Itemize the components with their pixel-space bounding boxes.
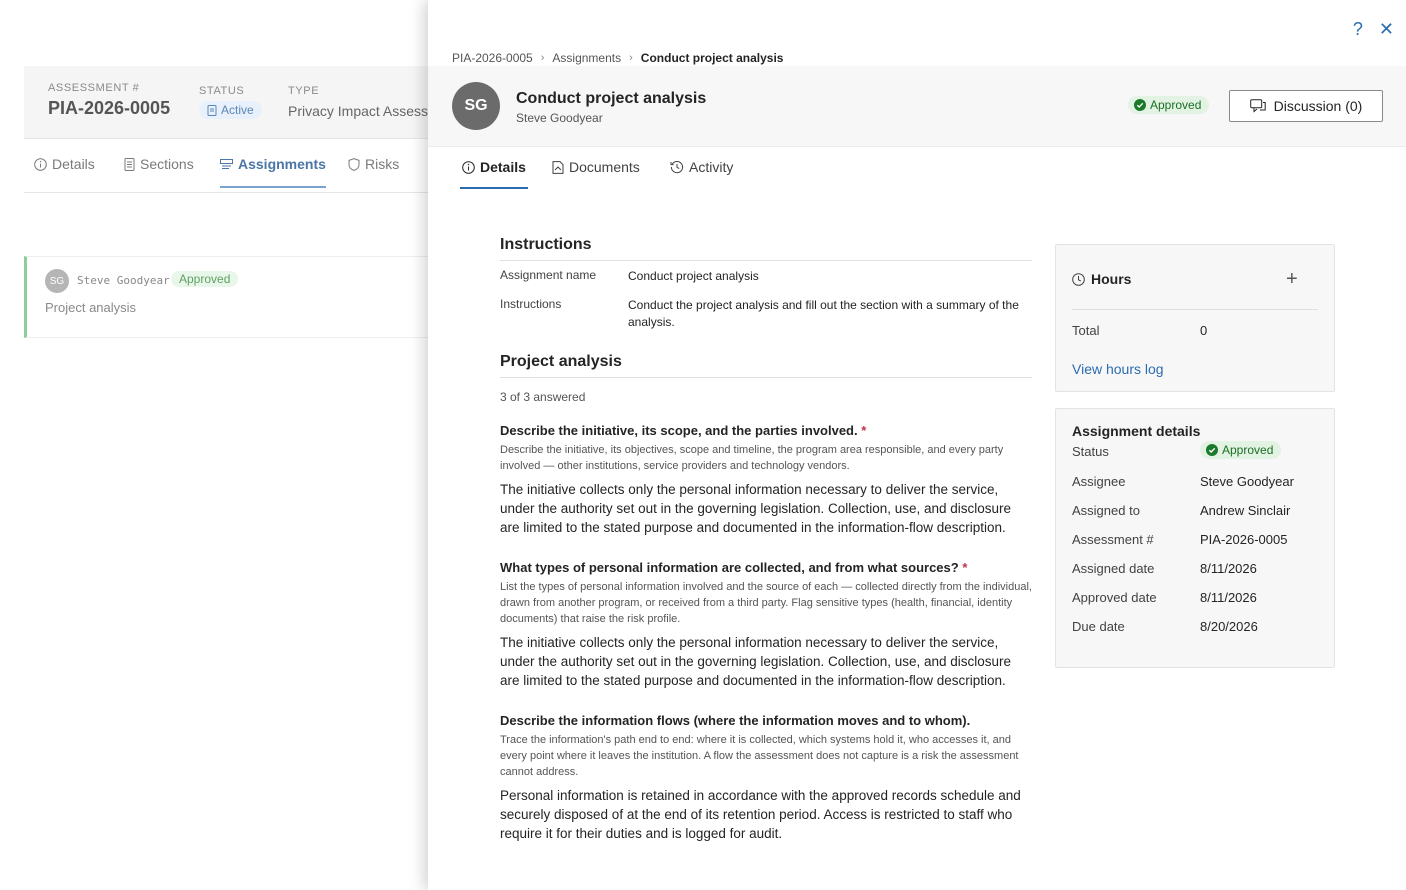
question-item — [500, 713, 1032, 843]
required-marker: * — [861, 423, 867, 438]
project-analysis-title: Project analysis — [500, 353, 1032, 378]
document-icon — [124, 158, 135, 171]
page-title: Conduct project analysis — [516, 90, 707, 107]
assessment-number-field — [48, 82, 170, 119]
question-item — [500, 560, 1032, 690]
tab-documents[interactable] — [552, 159, 640, 175]
detail-label: Assigned to — [1072, 503, 1140, 518]
help-icon[interactable]: ? — [1352, 19, 1363, 39]
assignee-name: Steve Goodyear — [77, 274, 170, 287]
tab-label: Assignments — [238, 156, 326, 172]
assignment-icon — [220, 159, 233, 170]
detail-label: Assignee — [1072, 474, 1126, 489]
assignment-details-title: Assignment details — [1072, 423, 1201, 439]
assignment-name-value: Conduct project analysis — [628, 269, 759, 283]
assignment-card[interactable] — [24, 256, 448, 338]
tab-label: Sections — [140, 156, 194, 172]
details-content — [500, 236, 1032, 843]
status-field — [199, 85, 262, 121]
view-hours-log-link[interactable]: View hours log — [1072, 361, 1164, 377]
question-answer: The initiative collects only the personal information necessary to deliver the service, under the authority set out in the governing legislation. Collection, use, and disclosure are limited to the stated purpose and documented in the information-flow description. — [500, 482, 1012, 535]
question-answer: Personal information is retained in accordance with the approved records schedule and securely disposed of at the end of its retention period. Access is restricted to staff who require it for their duties and is logged for audit. — [500, 788, 1021, 841]
detail-row-assessment — [1072, 532, 1287, 547]
question-title — [500, 713, 1032, 728]
tab-details[interactable] — [34, 156, 95, 172]
type-label: TYPE — [288, 85, 320, 97]
hours-card — [1055, 244, 1335, 392]
approved-badge: Approved — [171, 271, 238, 287]
status-badge — [1128, 96, 1209, 114]
assignment-panel — [428, 0, 1406, 890]
avatar: SG — [452, 82, 500, 130]
detail-value: Steve Goodyear — [1200, 474, 1294, 489]
tab-details[interactable] — [462, 159, 526, 175]
question-help: Trace the information's path end to end: where it is collected, which systems hold it, who accesses it, and every point where it leaves the institution. A flow the assessment does not capture is a risk the assessment cannot address. — [500, 734, 1019, 778]
history-icon — [670, 160, 684, 174]
tab-assignments[interactable] — [220, 156, 326, 172]
question-title — [500, 560, 1032, 575]
tab-risks[interactable] — [348, 156, 399, 172]
status-label: Approved — [1150, 98, 1202, 112]
panel-actions — [1353, 18, 1394, 40]
hours-title — [1072, 271, 1131, 287]
assignment-name-label: Assignment name — [500, 268, 597, 282]
detail-row-status — [1072, 443, 1281, 459]
document-icon — [207, 105, 217, 116]
avatar: SG — [45, 269, 69, 293]
info-icon — [34, 158, 47, 171]
status-value: Approved — [1222, 443, 1274, 457]
tab-label: Details — [52, 156, 95, 172]
breadcrumb-assignments[interactable]: Assignments — [552, 51, 622, 65]
background-tabs — [24, 148, 444, 193]
tab-sections[interactable] — [124, 156, 194, 172]
instructions-value: Conduct the project analysis and fill out the section with a summary of the analysis. — [628, 298, 1019, 329]
info-icon — [462, 161, 475, 174]
detail-row-assignee — [1072, 474, 1294, 489]
discussion-label: Discussion (0) — [1273, 98, 1363, 114]
detail-value: Andrew Sinclair — [1200, 503, 1291, 518]
hours-total-row — [1072, 323, 1207, 338]
discussion-button[interactable] — [1229, 90, 1383, 122]
assignee-subtitle: Steve Goodyear — [516, 111, 603, 125]
instructions-row — [500, 297, 1032, 331]
tab-label: Documents — [569, 159, 640, 175]
detail-label: Assigned date — [1072, 561, 1155, 576]
breadcrumb-current: Conduct project analysis — [640, 51, 784, 65]
detail-value: 8/20/2026 — [1200, 619, 1258, 634]
question-item — [500, 423, 1032, 537]
detail-value: 8/11/2026 — [1200, 561, 1257, 576]
tab-activity[interactable] — [670, 159, 733, 175]
tab-label: Details — [480, 159, 526, 175]
hours-total-value: 0 — [1200, 323, 1208, 338]
clock-icon — [1072, 273, 1085, 286]
answered-count: 3 of 3 answered — [500, 390, 586, 404]
status-badge — [1200, 441, 1281, 459]
assessment-number-label: ASSESSMENT # — [48, 82, 140, 94]
divider — [1072, 309, 1318, 310]
hours-total-label: Total — [1072, 323, 1100, 338]
check-circle-icon — [1206, 444, 1218, 456]
assessment-header — [24, 66, 444, 139]
status-badge — [199, 101, 262, 119]
detail-label: Status — [1072, 443, 1109, 459]
detail-label: Approved date — [1072, 590, 1157, 605]
question-text: What types of personal information are collected, and from what sources? — [500, 560, 959, 575]
shield-icon — [348, 158, 360, 171]
detail-row-due-date — [1072, 619, 1258, 634]
status-label: STATUS — [199, 85, 245, 97]
instructions-label: Instructions — [500, 297, 562, 311]
question-help: Describe the initiative, its objectives, scope and timeline, the program area responsible, and every party involved — other institutions, service providers and technology vendors. — [500, 444, 1004, 472]
assignment-subtitle: Project analysis — [45, 300, 137, 315]
add-hours-icon[interactable]: + — [1286, 268, 1298, 290]
detail-row-assigned-date — [1072, 561, 1257, 576]
detail-row-approved-date — [1072, 590, 1257, 605]
type-field — [288, 85, 428, 119]
assessment-number-value: PIA-2026-0005 — [48, 98, 171, 118]
type-value: Privacy Impact Assess — [288, 103, 429, 119]
detail-label: Assessment # — [1072, 532, 1154, 547]
assignment-details-card — [1055, 408, 1335, 668]
question-answer: The initiative collects only the personal information necessary to deliver the service, under the authority set out in the governing legislation. Collection, use, and disclosure are limited to the stated purpose and documented in the information-flow description. — [500, 635, 1012, 688]
chevron-right-icon: › — [540, 52, 545, 64]
detail-label: Due date — [1072, 619, 1125, 634]
status-value: Active — [221, 103, 254, 117]
required-marker: * — [962, 560, 968, 575]
breadcrumb — [452, 51, 783, 65]
chevron-right-icon: › — [629, 52, 633, 64]
question-text: Describe the initiative, its scope, and the parties involved. — [500, 423, 858, 438]
hours-title-text: Hours — [1091, 271, 1132, 287]
question-help: List the types of personal information involved and the source of each — collected directly from the individual, drawn from another program, or received from a third party. Flag sensitive types (health, financial, identity documents) that raise the risk profile. — [500, 581, 1032, 625]
check-circle-icon — [1134, 99, 1146, 111]
assignment-name-row — [500, 268, 1032, 285]
close-icon[interactable]: ✕ — [1378, 19, 1394, 39]
document-icon — [552, 161, 564, 174]
panel-header — [428, 66, 1406, 147]
detail-row-assigned-to — [1072, 503, 1290, 518]
question-title — [500, 423, 1032, 438]
detail-value: PIA-2026-0005 — [1200, 532, 1288, 547]
instructions-title: Instructions — [500, 236, 1032, 261]
chat-icon — [1250, 99, 1266, 113]
tab-label: Activity — [689, 159, 734, 175]
detail-value: 8/11/2026 — [1200, 590, 1257, 605]
question-text: Describe the information flows (where the information moves and to whom). — [500, 713, 971, 728]
breadcrumb-assessment[interactable]: PIA-2026-0005 — [452, 51, 533, 65]
tab-label: Risks — [365, 156, 400, 172]
